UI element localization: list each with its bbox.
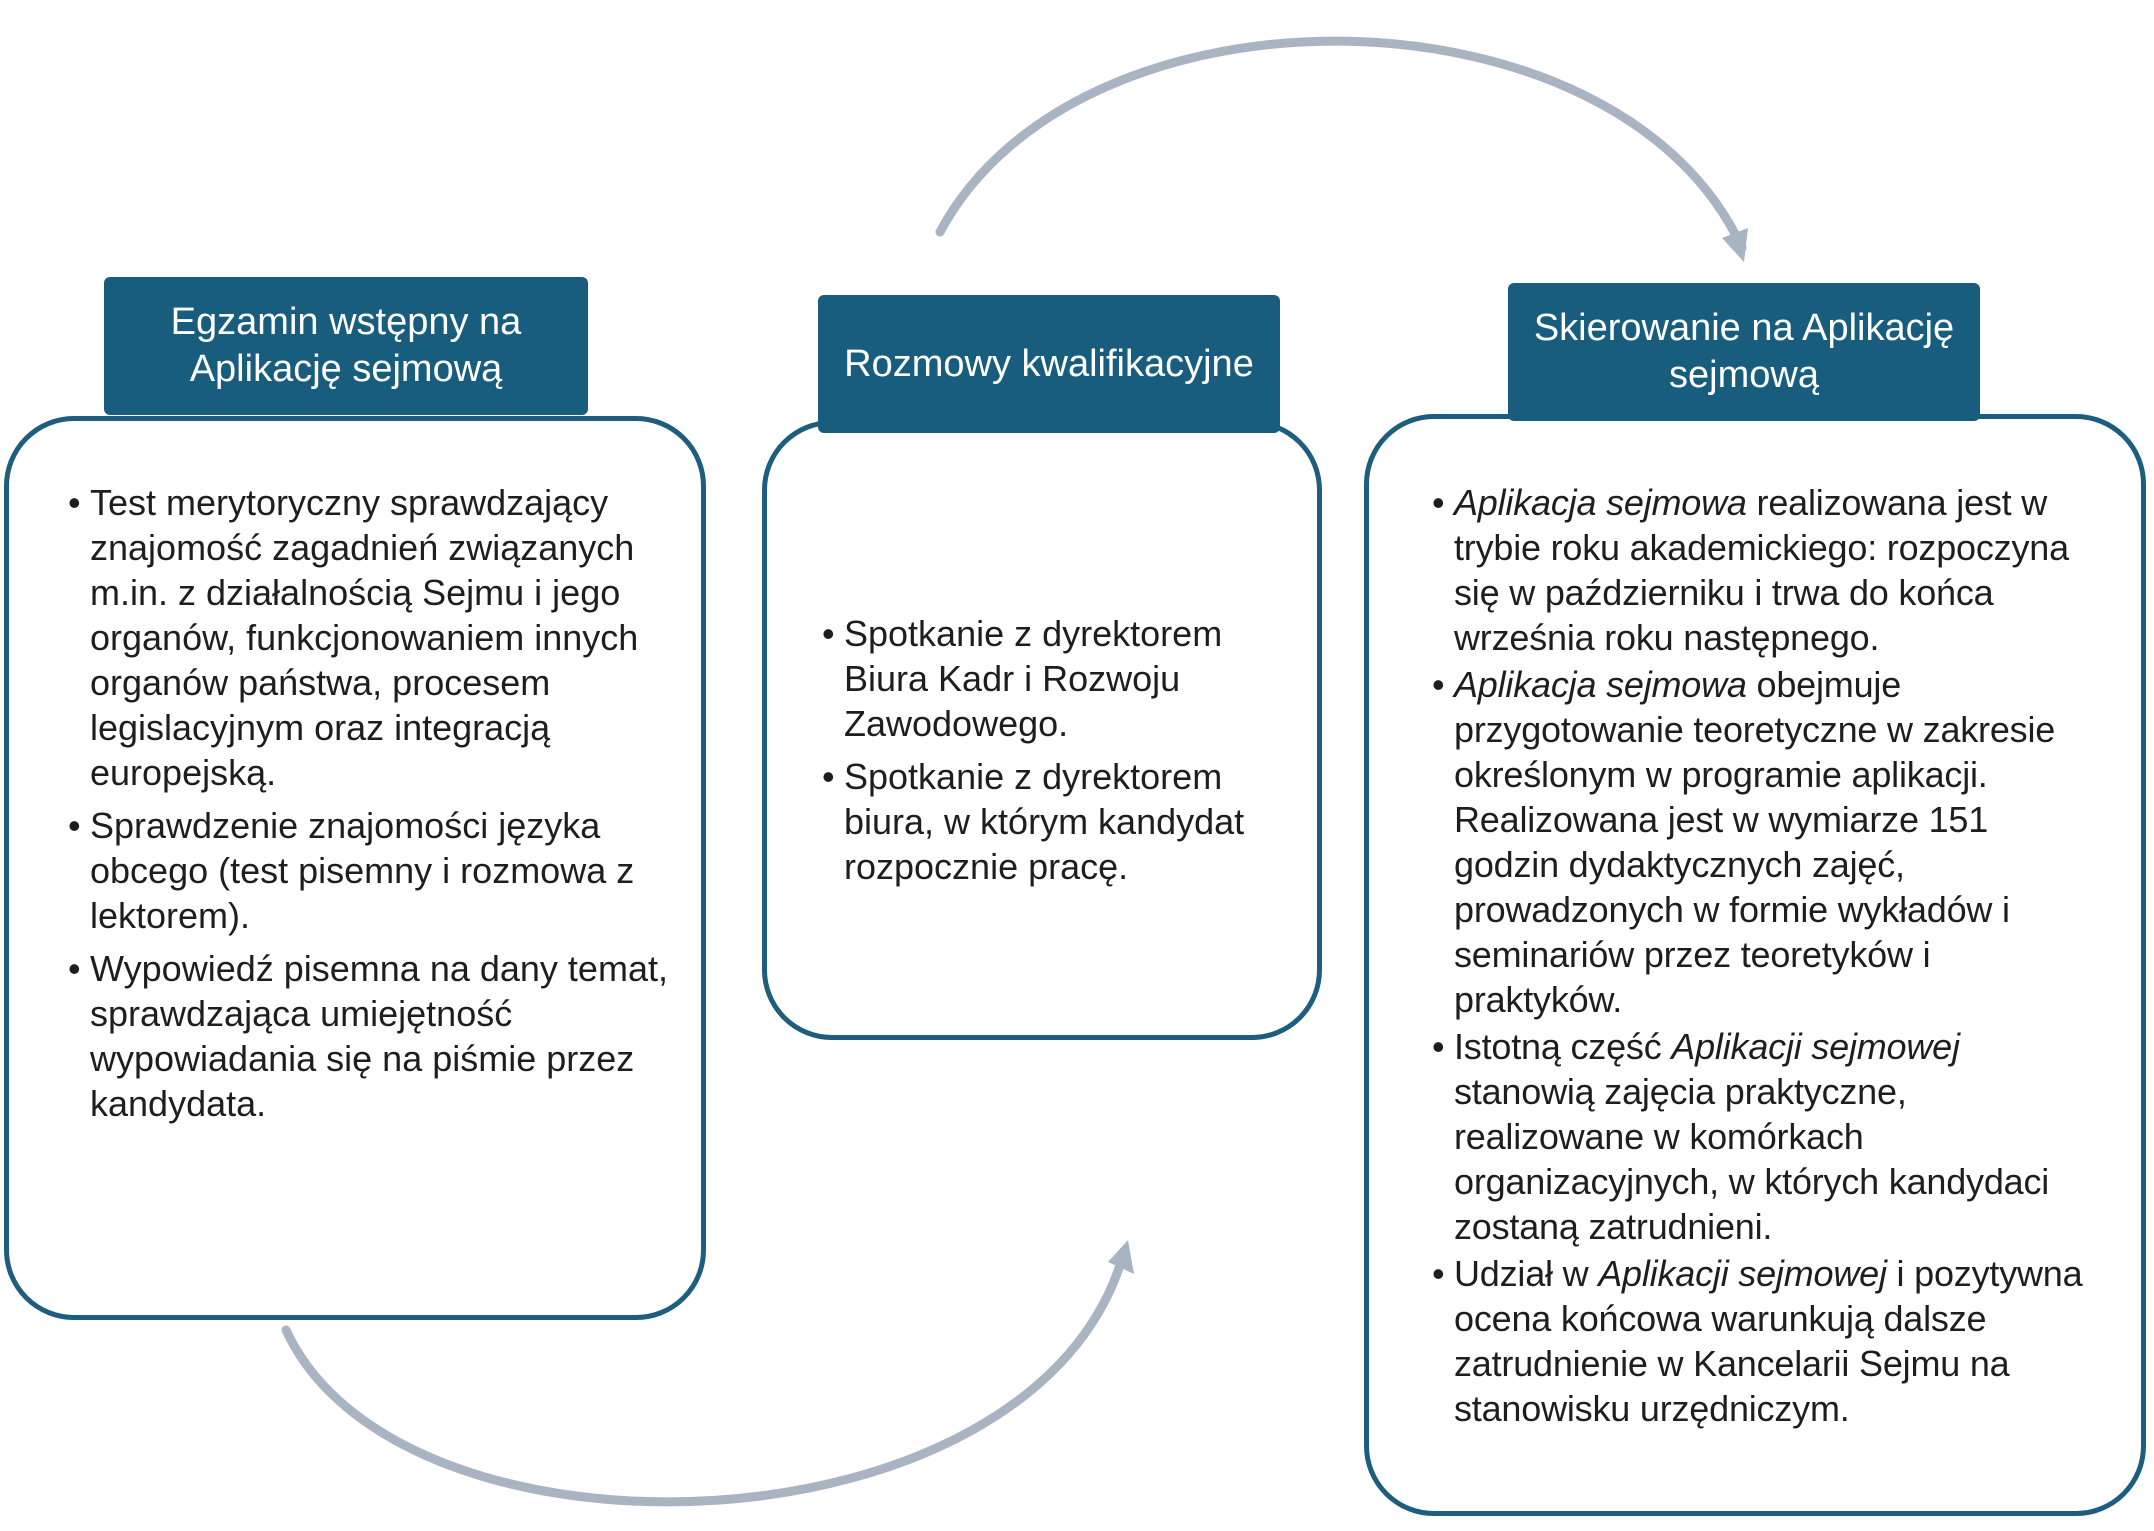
arrow-top [940,41,1742,248]
list-item: • Wypowiedź pisemna na dany temat, sprawdzająca umiejętność wypowiadania się na piśmie przez kandydata. [72,946,672,1126]
item-emphasis: Aplikacji sejmowej [1598,1253,1887,1294]
list-item [1436,1024,2090,1249]
item-emphasis: Aplikacja sejmowa [1454,664,1747,705]
step1-header [104,277,588,415]
step3-title: Skierowanie na Aplikację sejmową [1533,307,1955,396]
list-item: • Test merytoryczny sprawdzający znajomość zagadnień związanych m.in. z działalnością Sejmu i jego organów, funkcjonowaniem innych organów państwa, procesem legislacyjnym oraz integracją europejską. [72,480,672,795]
item-text: obejmuje przygotowanie teoretyczne w zakresie określonym w programie aplikacji. Realizowana jest w wymiarze 151 godzin dydaktycznych zajęć, prowadzonych w formie wykładów i seminariów przez teoretyków i praktyków. [1454,664,2056,1020]
item-prefix: Udział w [1454,1253,1599,1294]
list-item: • Spotkanie z dyrektorem Biura Kadr i Rozwoju Zawodowego. [826,611,1296,746]
step3-header [1508,283,1980,421]
item-text: stanowią zajęcia praktyczne, realizowane w komórkach organizacyjnych, w których kandydaci zostaną zatrudnieni. [1454,1071,2050,1247]
step2-list [826,611,1296,889]
list-item [1436,662,2090,1022]
list-item [1436,1251,2090,1431]
step1-list [72,480,672,1126]
arrow-top-head [1722,228,1748,262]
item-text: realizowana jest w trybie roku akademickiego: rozpoczyna się w październiku i trwa do końca września roku następnego. [1454,482,2069,658]
step2-header [818,295,1280,433]
item-emphasis: Aplikacja sejmowa [1454,482,1747,523]
step1-title: Egzamin wstępny na Aplikację sejmową [170,301,522,390]
item-text: i pozytywna ocena końcowa warunkują dalsze zatrudnienie w Kancelarii Sejmu na stanowisku urzędniczym. [1454,1253,2083,1429]
item-prefix: Istotną część [1454,1026,1672,1067]
list-item: • Spotkanie z dyrektorem biura, w którym kandydat rozpocznie pracę. [826,754,1296,889]
step3-list [1436,480,2090,1431]
list-item: • Sprawdzenie znajomości języka obcego (test pisemny i rozmowa z lektorem). [72,803,672,938]
list-item [1436,480,2090,660]
item-emphasis: Aplikacji sejmowej [1671,1026,1960,1067]
step2-title: Rozmowy kwalifikacyjne [844,342,1254,385]
arrow-bottom-head [1108,1240,1134,1274]
